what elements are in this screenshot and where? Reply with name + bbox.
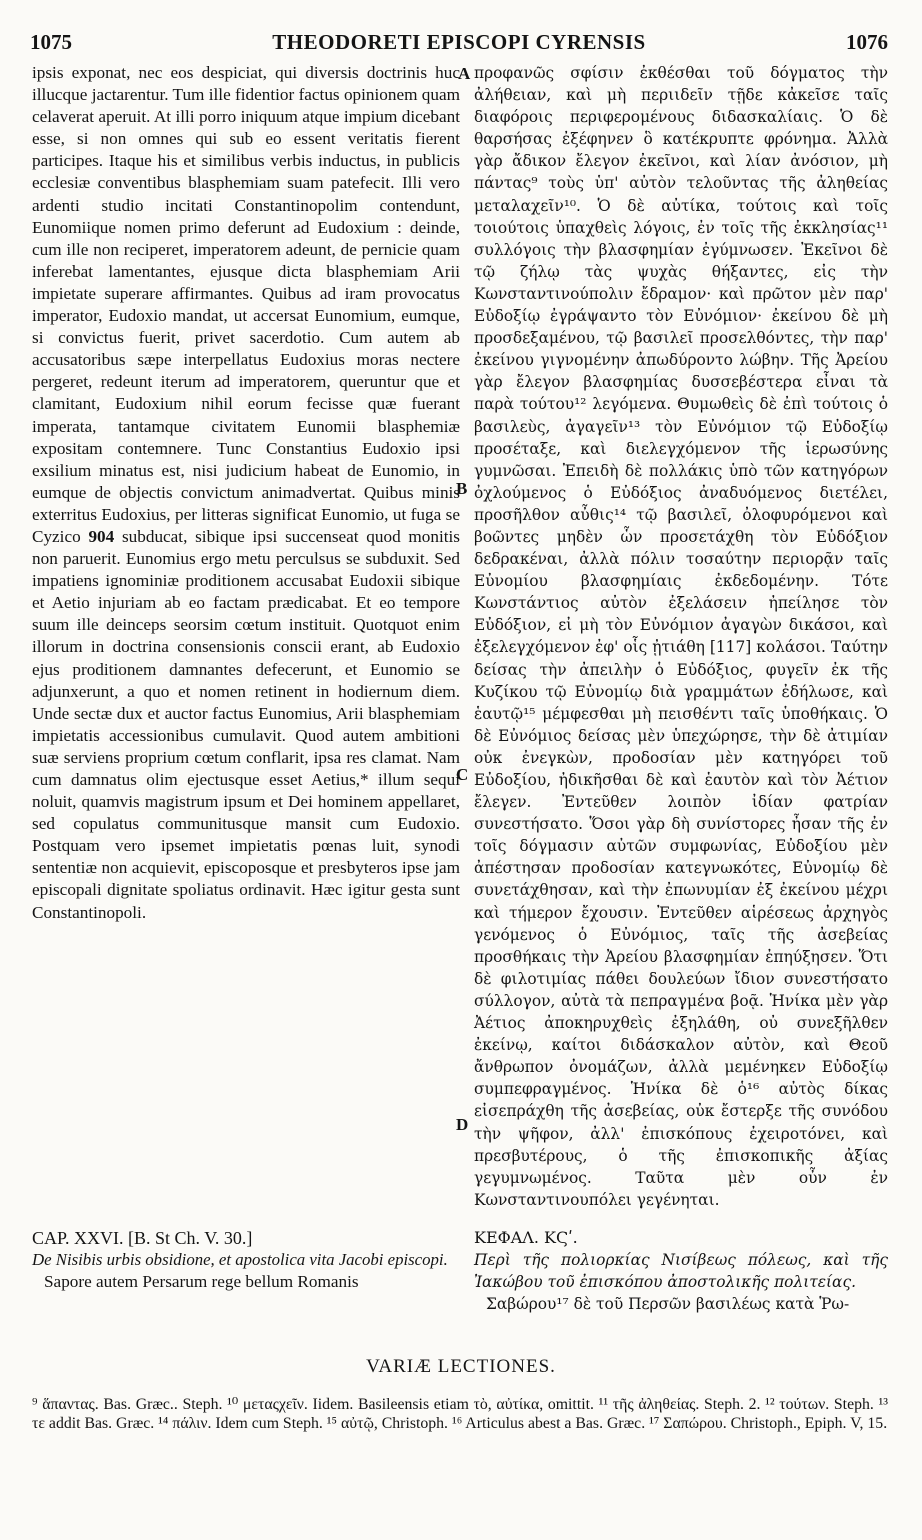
page-ref-number: 904: [88, 526, 115, 546]
latin-chapter-title: CAP. XXVI. [B. St Ch. V. 30.]: [32, 1228, 253, 1248]
latin-column: [32, 62, 461, 1292]
latin-text-continued: subducat, sibique ipsi succenseat quod monitis non paruerit. Eunomius ergo metu perculsus se subduxit. Sed impatiens ignominiæ proditionem accusabat Eudoxii sibique et Aetio injuriam ab eo factam prædicabat. Et eo tempore suum ille deinceps seorsim cœtum instituit. Quotquot enim illorum in doctrina consensionis conscii erant, ab Eudoxio ejus proditionem damnantes defecerunt, et Eunomio se adjunxerunt, a quo et nomen retinent in hodiernum diem. Unde sectæ dux et auctor factus Eunomius, Arii blasphemiam impietatis accessionibus cumulavit. Quod autem ambitioni suæ serviens proprium cœtum conflarit, ipsa res clamat. Nam cum damnatus olim ejectusque esset Aetius,* illum sequi noluit, quamvis magistrum ipsum et Dei hominem appellaret, sed copulatus communitusque mansit cum Eudoxio. Postquam vero ipsemet impietatis pœnas luit, synodi sententiæ non acquievit, episcoposque et presbyteros ipse jam episcopali dignitate spoliatus ordinavit. Hæc igitur gesta sunt Constantinopoli.: [32, 526, 461, 922]
margin-marker-a: A: [458, 64, 471, 83]
variae-lectiones-title: VARIÆ LECTIONES.: [366, 1356, 556, 1377]
latin-body: [32, 62, 460, 924]
greek-column: [474, 62, 888, 1314]
latin-text: ipsis exponat, nec eos despiciat, qui diversis doctrinis huc illucque jactarentur. Tum ille fidentior factus opinionem quam celaverat aperuit. At illi porro iniquum atque impium dicebant esse, si non omnes qui sub eo essent veritatis fierent participes. Itaque his et similibus verbis inductus, in publicis ecclesiæ conventibus blasphemiam suam patefecit. Illi vero ardenti studio incitati Constantinopolim contendunt, Eunomiique nomen primo deferunt ad Eudoxium : deinde, cum ille non reciperet, imperatorem adeunt, de pernicie quam inferebat lamentantes, ejusque dicta blasphemiam Arii impietate superare affirmantes. Quibus ad iram provocatus imperator, Eudoxio mandat, ut accersat Eunomium, eumque, si convictus fuerit, privet sacerdotio. Cum autem ab accusatoribus sæpe interpellatus Eudoxius moras nectere pergeret, redeunt iterum ad imperatorem, queruntur que et clamitant, Eudoxium nihil eorum fecisse quæ fuerant imperata, tantamque civitatem Eunomii blasphemiæ expositam contemnere. Tunc Constantius Eudoxio ipsi exsilium minatus est, nisi judicium habeat de Eunomio, in eumque de objectis convictum animadvertat. Quibus minis exterritus Eudoxius, per litteras significat Eunomio, ut fuga se Cyzico: [32, 63, 460, 546]
latin-chapter-first-line: Sapore autem Persarum rege bellum Romanis: [44, 1272, 359, 1292]
latin-chapter-subtitle: De Nisibis urbis obsidione, et apostolica vita Jacobi episcopi.: [32, 1250, 448, 1270]
page-number-left: 1075: [30, 30, 72, 54]
greek-body: προφανῶς σφίσιν ἐκθέσθαι τοῦ δόγματος τὴν ἀλήθειαν, καὶ μὴ περιιδεῖν τῇδε κἀκεῖσε ταῖς διαφόροις περιφερομένους διδασκαλίαις. Ὁ δὲ θαρσήσας ἐξέφηνεν ὃ κατέκρυπτε φρόνημα. Ἀλλὰ γὰρ ἄδικον ἔλεγον ἐκεῖνοι, καὶ λίαν ἀνόσιον, μὴ πάντας⁹ τοὺς ὑπ' αὐτὸν τελοῦντας τῆς ἀληθείας μεταλαχεῖν¹⁰. Ὁ δὲ αὐτίκα, τούτοις καὶ τοῖς τοιούτοις ὑπαχθεὶς λόγοις, ἐν τοῖς τῆς ἐκκλησίας¹¹ συλλόγοις τὴν βλασφημίαν ἐγύμνωσεν. Ἐκεῖνοι δὲ τῷ ζήλῳ τὰς ψυχὰς θήξαντες, εἰς τὴν Κωνσταντινούπολιν ἔδραμον· καὶ πρῶτον μὲν παρ' Εὐδοξίῳ ἐγράψαντο τὸν Εὐνόμιον· ἐκείνου δὲ μὴ προσδεξαμένου, τῷ βασιλεῖ προσελθόντες, τὴν παρ' ἐκείνου γιγνομένην ἀπωδύροντο λώβην. Τῆς Ἀρείου γὰρ ἔλεγον βλασφημίας δυσσεβέστερα εἶναι τὰ παρὰ τούτου¹² λεγόμενα. Θυμωθεὶς δὲ ἐπὶ τούτοις ὁ βασιλεὺς, ἀγαγεῖν¹³ τὸν Εὐνόμιον τῷ Εὐδοξίῳ προσέταξε, καὶ διελεγχόμενον τῆς ἱερωσύνης γυμνῶσαι. Ἐπειδὴ δὲ πολλάκις ὑπὸ τῶν κατηγόρων ὀχλούμενος ὁ Εὐδόξιος ἀναδυόμενος διετέλει, προσῆλθον αὖθις¹⁴ τῷ βασιλεῖ, ὀλοφυρόμενοι καὶ βοῶντες μηδὲν ὧν προσετάχθη τὸν Εὐδόξιον δεδρακέναι, ἀλλὰ πόλιν τοσαύτην περιορᾷν ταῖς Εὐνομίου βλασφημίαις ἐκδεδομένην. Τότε Κωνστάντιος αὐτὸν ἐξελάσειν ἠπείλησε τὸν Εὐδόξιον, εἰ μὴ τὸν Εὐνόμιον ἀγαγὼν δικάσοι, καὶ ἐξελεγχόμενον ἐφ' οἷς ᾐτιάθη [117] κολάσοι. Ταύτην δείσας τὴν ἀπειλὴν ὁ Εὐδόξιος, φυγεῖν ἐκ τῆς Κυζίκου τῷ Εὐνομίῳ διὰ γραμμάτων ἐδήλωσε, καὶ ἑαυτῷ¹⁵ μέμφεσθαι μὴ πεισθέντι ταῖς ὑποθήκαις. Ὁ δὲ Εὐνόμιος δείσας μὲν ὑπεχώρησε, τὴν δὲ ἀτιμίαν οὐκ ἐνεγκὼν, προδοσίαν μὲν κατηγόρει τοῦ Εὐδοξίου, ἠδικῆσθαι δὲ καὶ ἑαυτὸν καὶ τὸν Ἀέτιον ἔλεγεν. Ἐντεῦθεν λοιπὸν ἰδίαν φατρίαν συνεστήσατο. Ὅσοι γὰρ δὴ συνίστορες ἦσαν τῆς ἐν τοῖς δόγμασιν αὐτῶν συμφωνίας, Εὐδοξίου μὲν ἀπέστησαν προδοσίαν κατεγνωκότες, Εὐνομίῳ δὲ συνετάχθησαν, καὶ τὴν ἐπωνυμίαν ἐξ ἐκείνου μέχρι καὶ τήμερον ἔχουσιν. Ἐντεῦθεν αἱρέσεως ἀρχηγὸς γενόμενος ὁ Εὐνόμιος, ταῖς τῆς ἀσεβείας προσθήκαις τὴν Ἀρείου βλασφημίαν ἐπηύξησεν. Ὅτι δὲ φιλοτιμίας πάθει δουλεύων ἴδιον συνεστήσατο σύλλογον, αὐτὰ τὰ πεπραγμένα βοᾷ. Ἡνίκα μὲν γὰρ Ἀέτιος ἀποκηρυχθεὶς ἐξηλάθη, οὐ συνεξῆλθεν ἐκείνῳ, καίτοι διδάσκαλον αὐτὸν, καὶ Θεοῦ ἄνθρωπον ὀνομάζων, ἀλλὰ μεμένηκεν Εὐδοξίῳ συμπεφραγμένος. Ἡνίκα δὲ ὁ¹⁶ αὐτὸς δίκας εἰσεπράχθη τῆς ἀσεβείας, οὐκ ἔστερξε τῆς συνόδου τὴν ψῆφον, ἀλλ' ἐπισκόπους ἐχειροτόνει, καὶ πρεσβυτέρους, ὁ τῆς ἐπισκοπικῆς ἀξίας γεγυμνωμένος. Ταῦτα μὲν οὖν ἐν Κωνσταντινουπόλει γεγένηται.: [474, 64, 888, 1209]
greek-chapter-block: [474, 1227, 888, 1315]
margin-marker-d: D: [456, 1115, 469, 1134]
greek-chapter-subtitle: Περὶ τῆς πολιορκίας Νισίβεως πόλεως, καὶ τῆς Ἰακώβου τοῦ ἐπισκόπου ἀποστολικῆς πολιτείας.: [474, 1251, 888, 1292]
latin-chapter-block: [32, 1227, 460, 1293]
greek-chapter-first-line: Σαβώρου¹⁷ δὲ τοῦ Περσῶν βασιλέως κατὰ Ῥω-: [486, 1295, 850, 1314]
margin-marker-c: C: [456, 765, 469, 784]
page-number-right: 1076: [846, 30, 888, 54]
page-header: [30, 30, 888, 64]
running-title: THEODORETI EPISCOPI CYRENSIS: [272, 30, 646, 54]
margin-marker-b: B: [456, 479, 468, 498]
greek-chapter-title: ΚΕΦΑΛ. ΚϚʹ.: [474, 1228, 578, 1247]
variae-lectiones-notes: ⁹ ἅπαντας. Bas. Græc.. Steph. ¹⁰ μεταςχεῖν. Iidem. Basileensis etiam τὸ, αὐτίκα, omittit. ¹¹ τῆς ἀληθείας. Steph. 2. ¹² τούτων. Steph. ¹³ τε addit Bas. Græc. ¹⁴ πάλιν. Idem cum Steph. ¹⁵ αὐτῷ, Christoph. ¹⁶ Articulus abest a Bas. Græc. ¹⁷ Σαπώρου. Christoph., Epiph. V, 15.: [32, 1396, 888, 1432]
